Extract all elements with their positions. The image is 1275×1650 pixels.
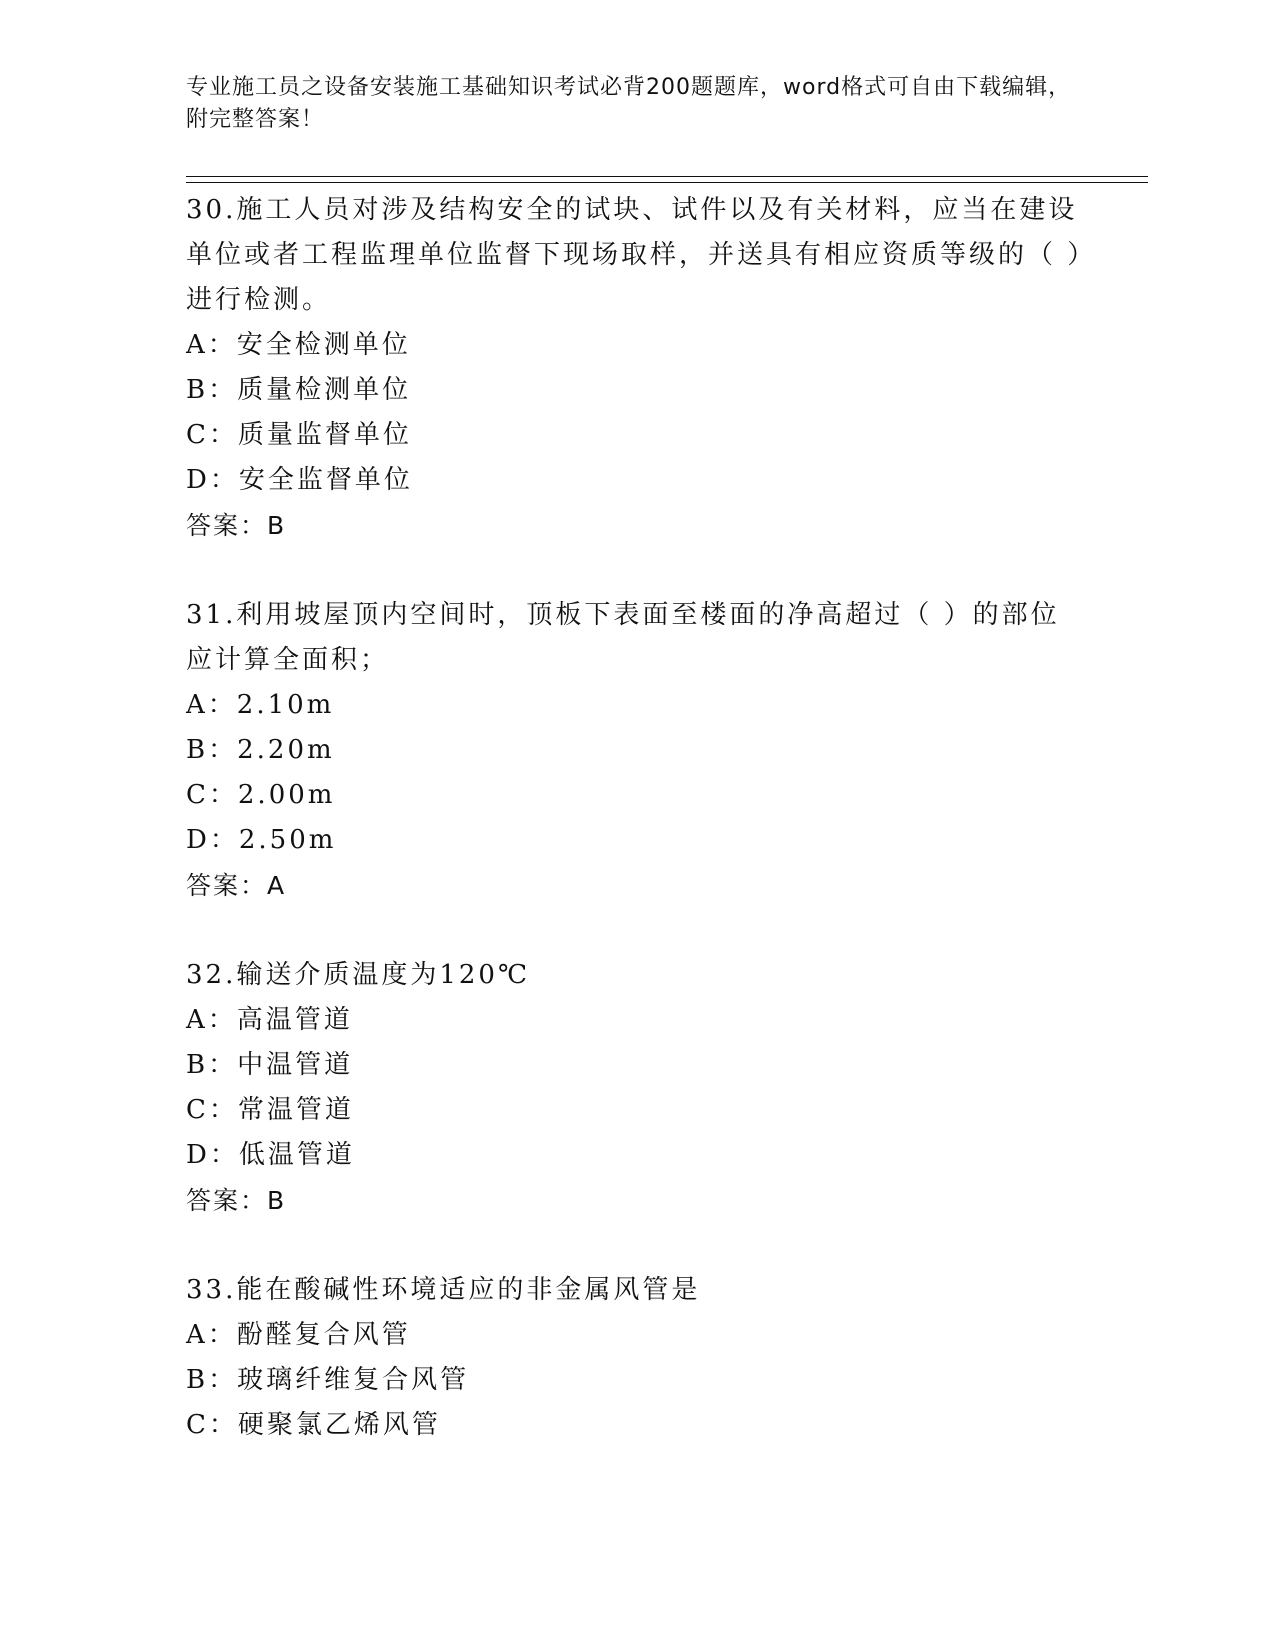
question-31: [186, 593, 1086, 908]
option-a: A：2.10m: [186, 690, 335, 720]
document-title: 专业施工员之设备安装施工基础知识考试必背200题题库，word格式可自由下载编辑，附完整答案！: [186, 75, 1072, 132]
option-d: D：低温管道: [186, 1140, 355, 1170]
question-30: [186, 188, 1086, 548]
option-a: A：安全检测单位: [186, 330, 411, 360]
question-spacer: [186, 908, 1086, 953]
option-b: B：2.20m: [186, 735, 335, 765]
option-b: B：质量检测单位: [186, 375, 412, 405]
option-c: C：质量监督单位: [186, 420, 412, 450]
option-c: C：常温管道: [186, 1095, 354, 1125]
question-stem: 31.利用坡屋顶内空间时，顶板下表面至楼面的净高超过（ ）的部位应计算全面积；: [186, 600, 1060, 675]
question-stem: 32.输送介质温度为120℃: [186, 960, 531, 990]
option-b: B：玻璃纤维复合风管: [186, 1365, 470, 1395]
option-c: C：2.00m: [186, 780, 336, 810]
option-d: D：2.50m: [186, 825, 337, 855]
answer-line: 答案：A: [186, 871, 287, 900]
header-divider-bottom: [186, 182, 1148, 183]
question-list: [186, 188, 1086, 1448]
question-stem: 33.能在酸碱性环境适应的非金属风管是: [186, 1275, 701, 1305]
question-stem: 30.施工人员对涉及结构安全的试块、试件以及有关材料，应当在建设单位或者工程监理单位监督下现场取样，并送具有相应资质等级的（ ）进行检测。: [186, 195, 1084, 315]
answer-line: 答案：B: [186, 511, 287, 540]
question-32: [186, 953, 1086, 1223]
document-header: [186, 72, 1086, 136]
question-spacer: [186, 548, 1086, 593]
option-a: A：酚醛复合风管: [186, 1320, 411, 1350]
question-spacer: [186, 1223, 1086, 1268]
header-divider-top: [186, 176, 1148, 177]
option-d: D：安全监督单位: [186, 465, 413, 495]
option-c: C：硬聚氯乙烯风管: [186, 1410, 441, 1440]
question-33: [186, 1268, 1086, 1448]
answer-line: 答案：B: [186, 1186, 287, 1215]
option-a: A：高温管道: [186, 1005, 353, 1035]
option-b: B：中温管道: [186, 1050, 354, 1080]
